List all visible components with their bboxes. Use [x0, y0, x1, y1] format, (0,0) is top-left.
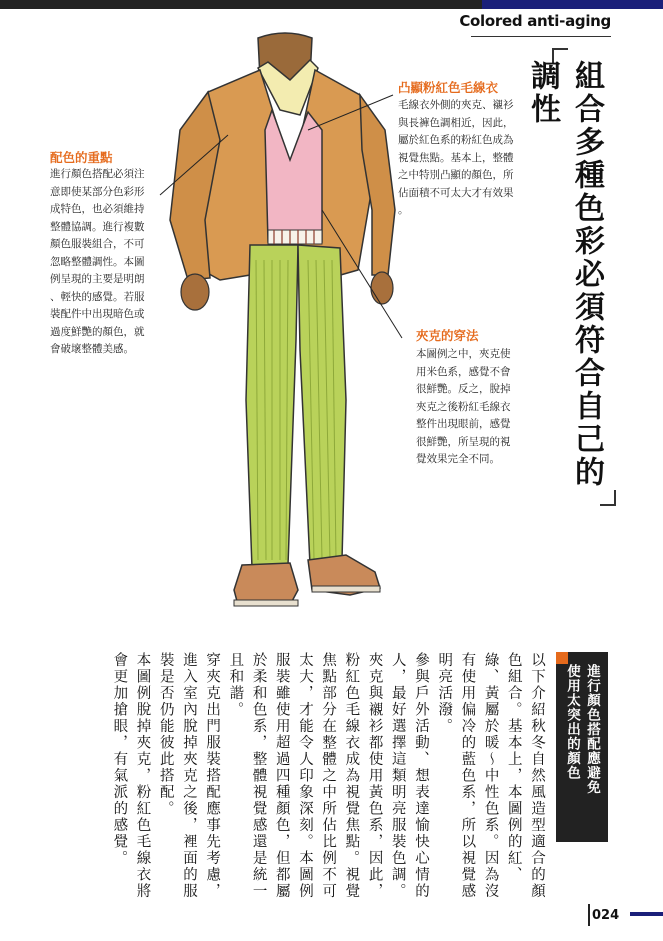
body-paragraph: 參與戶外活動、想表達愉快心情的人，最好選擇這類明亮服裝色調。 — [389, 652, 429, 900]
body-paragraph: 夾克與襯衫都使用黃色系，因此，粉紅色毛線衣成為視覺焦點。視覺焦點部分在整體之中所佔比例不可太大，才能令人印象深刻。本圖例服裝雖使用超過四種顏色，但都屬於柔和色系，整體視覺感還是統一且和諧。 — [227, 652, 383, 900]
section-heading-text: 進行顏色搭配應避免 使用太突出的顏色 — [564, 664, 600, 795]
callout-title-color-emphasis: 配色的重點 — [50, 150, 113, 165]
callout-title-jacket: 夾克的穿法 — [416, 328, 479, 343]
main-title: 組合多種色彩必須符合自己的調性 — [525, 60, 604, 489]
body-paragraph: 穿夾克出門服裝搭配應事先考慮，進入室內脫掉夾克之後，裡面的服裝是否仍能彼此搭配。 — [157, 652, 221, 900]
page-number-accent — [630, 912, 663, 916]
header-title: Colored anti-aging — [459, 12, 611, 30]
page-number-divider — [588, 904, 590, 926]
section-heading-accent — [556, 652, 568, 664]
callout-title-pink-sweater: 凸顯粉紅色毛線衣 — [398, 80, 499, 95]
title-bracket-bottom — [600, 490, 616, 506]
page-number: 024 — [592, 908, 620, 923]
callout-text-pink-sweater: 毛線衣外側的夾克、襯衫 與長褲色調相近，因此， 屬於紅色系的粉紅色成為 視覺焦點。基本上，整體 之中特別凸顯的顏色，所 佔面積不可太大才有效果 。 — [398, 99, 514, 216]
body-paragraph: 本圖例脫掉夾克，粉紅色毛線衣將會更加搶眼，有氣派的感覺。 — [111, 652, 151, 900]
section-heading — [556, 652, 608, 842]
callout-text-jacket: 本圖例之中，夾克使 用米色系，感覺不會 很鮮艷。反之，脫掉 夾克之後粉紅毛線衣 整件出現眼前，感覺 很鮮艷，所呈現的視 覺效果完全不同。 — [416, 348, 511, 465]
body-paragraph: 以下介紹秋冬自然風造型適合的顏色組合。基本上，本圖例的紅、綠、黃屬於暖～中性色系。因為沒有使用偏冷的藍色系，所以視覺感明亮活潑。 — [436, 652, 545, 900]
callout-text-color-emphasis: 進行顏色搭配必須注 意即使某部分色彩形 成特色，也必須維持 整體協調。進行複數 顏色服裝組合，不可 忽略整體調性。本圖 例呈現的主要是明朗 、輕快的感覺。若服 裝配件中出現暗色或 過度鮮艷的顏色，就 會破壞整體美感。 — [50, 168, 145, 355]
body-text — [111, 652, 548, 902]
